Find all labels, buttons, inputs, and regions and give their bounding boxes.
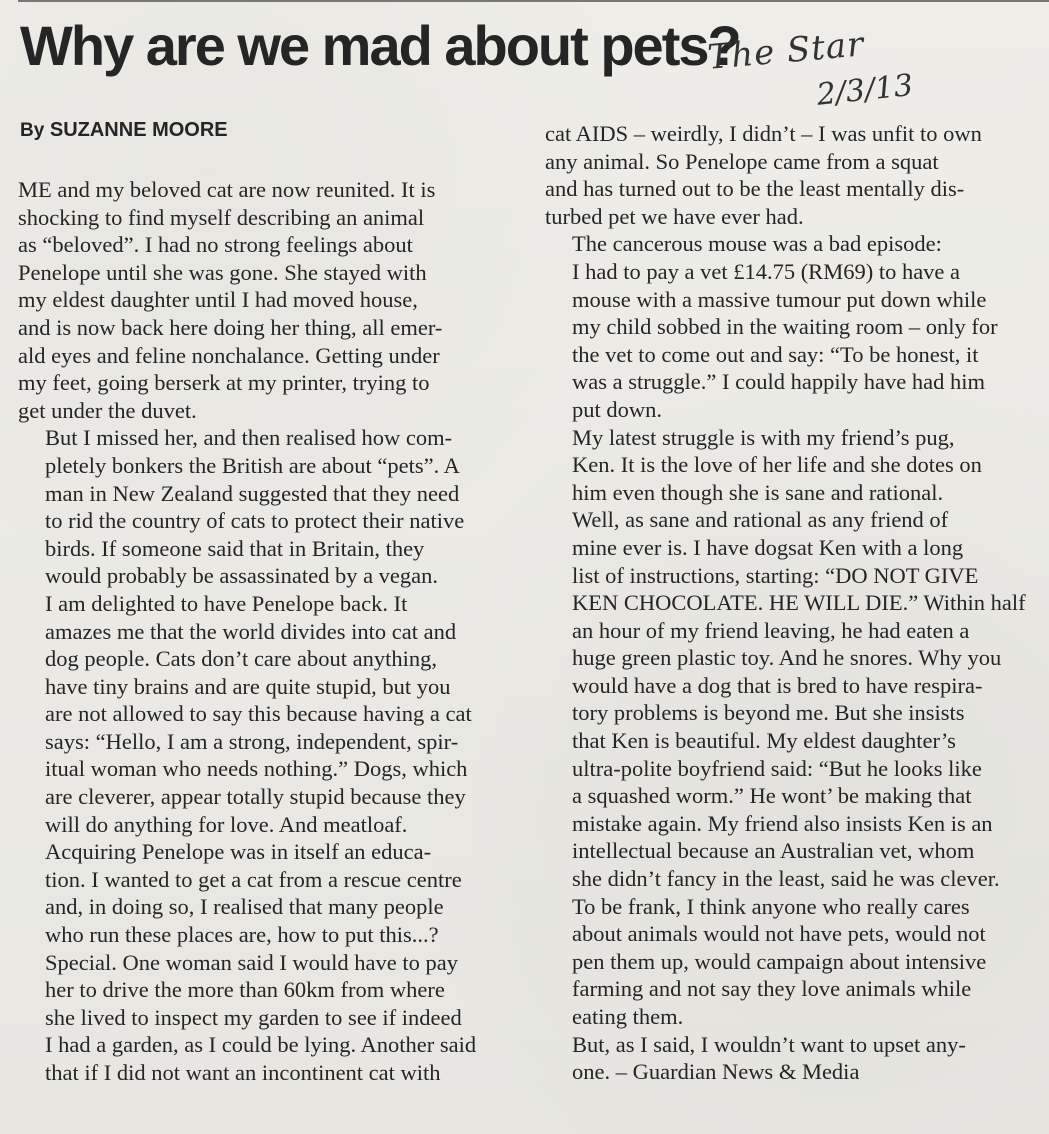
left-paragraph-2 (18, 424, 510, 590)
right-paragraph-5 (545, 1031, 1043, 1086)
text-line: a squashed worm.” He wont’ be making that (572, 783, 972, 809)
text-line: Well, as sane and rational as any friend of (572, 507, 949, 533)
text-line: farming and not say they love animals while (572, 976, 972, 1002)
text-line: Ken. It is the love of her life and she dotes on (572, 452, 982, 478)
text-line: put down. (572, 396, 662, 422)
text-line: and is now back here doing her thing, all emer- (18, 314, 443, 340)
text-line: my feet, going berserk at my printer, trying to (18, 370, 430, 396)
text-line: shocking to find myself describing an animal (18, 204, 425, 230)
text-line: as “beloved”. I had no strong feelings about (18, 232, 413, 258)
left-paragraph-3 (18, 590, 510, 838)
text-line: I had a garden, as I could be lying. Another said (45, 1032, 477, 1058)
text-line: any animal. So Penelope came from a squat (545, 148, 939, 174)
text-line: was a struggle.” I could happily have had him (572, 369, 986, 395)
text-line: But I missed her, and then realised how com- (45, 425, 453, 451)
text-line: itual woman who needs nothing.” Dogs, which (45, 756, 468, 782)
left-paragraph-1 (18, 176, 510, 424)
handwritten-date: 2/3/13 (815, 67, 915, 113)
text-line: I had to pay a vet £14.75 (RM69) to have a (572, 258, 961, 284)
text-line: would probably be assassinated by a vegan. (45, 563, 439, 589)
text-line: Penelope until she was gone. She stayed with (18, 259, 427, 285)
text-line: man in New Zealand suggested that they need (45, 480, 460, 506)
text-line: birds. If someone said that in Britain, they (45, 535, 425, 561)
text-line: My latest struggle is with my friend’s pug, (572, 424, 955, 450)
right-paragraph-1 (545, 120, 1043, 230)
text-line: are not allowed to say this because having a cat (45, 701, 472, 727)
text-line: she didn’t fancy in the least, said he was clever. (572, 866, 1000, 892)
text-line: To be frank, I think anyone who really cares (572, 893, 970, 919)
right-paragraph-2 (545, 230, 1043, 423)
text-line: that Ken is beautiful. My eldest daughter’s (572, 728, 956, 754)
text-line: mistake again. My friend also insists Ken is an (572, 810, 993, 836)
text-line: says: “Hello, I am a strong, independent, spir- (45, 728, 459, 754)
text-line: amazes me that the world divides into cat and (45, 618, 457, 644)
text-line: about animals would not have pets, would not (572, 921, 986, 947)
right-column (545, 120, 1043, 1086)
text-line: are cleverer, appear totally stupid because they (45, 784, 466, 810)
text-line: cat AIDS – weirdly, I didn’t – I was unfit to own (545, 121, 982, 146)
text-line: eating them. (572, 1004, 684, 1029)
text-line: Special. One woman said I would have to pay (45, 949, 459, 975)
text-line: ultra-polite boyfriend said: “But he looks like (572, 755, 982, 781)
text-line: she lived to inspect my garden to see if indeed (45, 1004, 462, 1030)
left-column (18, 176, 510, 1087)
text-line: tory problems is beyond me. But she insists (572, 700, 965, 726)
byline-author: SUZANNE MOORE (49, 119, 228, 141)
right-paragraph-3 (545, 424, 1043, 893)
text-line: have tiny brains and are quite stupid, but you (45, 673, 451, 699)
text-line: pletely bonkers the British are about “pets”. A (45, 452, 460, 478)
right-paragraph-4 (545, 893, 1043, 1031)
text-line: to rid the country of cats to protect their native (45, 508, 465, 534)
byline (20, 119, 228, 142)
article-headline: Why are we mad about pets? (20, 14, 740, 77)
text-line: ME and my beloved cat are now reunited. It is (18, 177, 436, 202)
text-line: my eldest daughter until I had moved house, (18, 287, 418, 313)
text-line: mine ever is. I have dogsat Ken with a long (572, 534, 964, 560)
text-line: that if I did not want an incontinent cat with (45, 1060, 441, 1085)
text-line: KEN CHOCOLATE. HE WILL DIE.” Within half (572, 590, 1026, 616)
text-line: The cancerous mouse was a bad episode: (572, 231, 942, 257)
text-line: pen them up, would campaign about intensive (572, 948, 987, 974)
text-line: an hour of my friend leaving, he had eaten a (572, 617, 970, 643)
text-line: But, as I said, I wouldn’t want to upset any- (572, 1031, 966, 1057)
handwritten-paper-name: The Star (706, 24, 866, 78)
text-line: intellectual because an Australian vet, whom (572, 838, 975, 864)
text-line: him even though she is sane and rational. (572, 479, 944, 505)
text-line: tion. I wanted to get a cat from a rescue centre (45, 866, 462, 892)
text-line: huge green plastic toy. And he snores. Why you (572, 645, 1002, 671)
text-line: will do anything for love. And meatloaf. (45, 811, 408, 837)
left-paragraph-4 (18, 838, 510, 1086)
text-line: her to drive the more than 60km from where (45, 977, 445, 1003)
text-line: one. – Guardian News & Media (572, 1059, 860, 1085)
text-line: would have a dog that is bred to have respira- (572, 672, 983, 698)
text-line: I am delighted to have Penelope back. It (45, 590, 408, 616)
text-line: mouse with a massive tumour put down while (572, 286, 987, 312)
text-line: dog people. Cats don’t care about anything, (45, 646, 437, 672)
text-line: and has turned out to be the least mentally dis- (545, 176, 965, 202)
text-line: Acquiring Penelope was in itself an educa- (45, 839, 432, 865)
text-line: and, in doing so, I realised that many people (45, 894, 444, 920)
text-line: get under the duvet. (18, 397, 197, 423)
text-line: the vet to come out and say: “To be honest, it (572, 341, 979, 367)
text-line: my child sobbed in the waiting room – only for (572, 314, 998, 340)
text-line: who run these places are, how to put this...? (45, 922, 439, 948)
text-line: ald eyes and feline nonchalance. Getting under (18, 342, 440, 368)
top-rule (18, 0, 1049, 2)
byline-prefix: By (20, 120, 45, 141)
text-line: list of instructions, starting: “DO NOT GIVE (572, 562, 979, 588)
text-line: turbed pet we have ever had. (545, 203, 804, 229)
